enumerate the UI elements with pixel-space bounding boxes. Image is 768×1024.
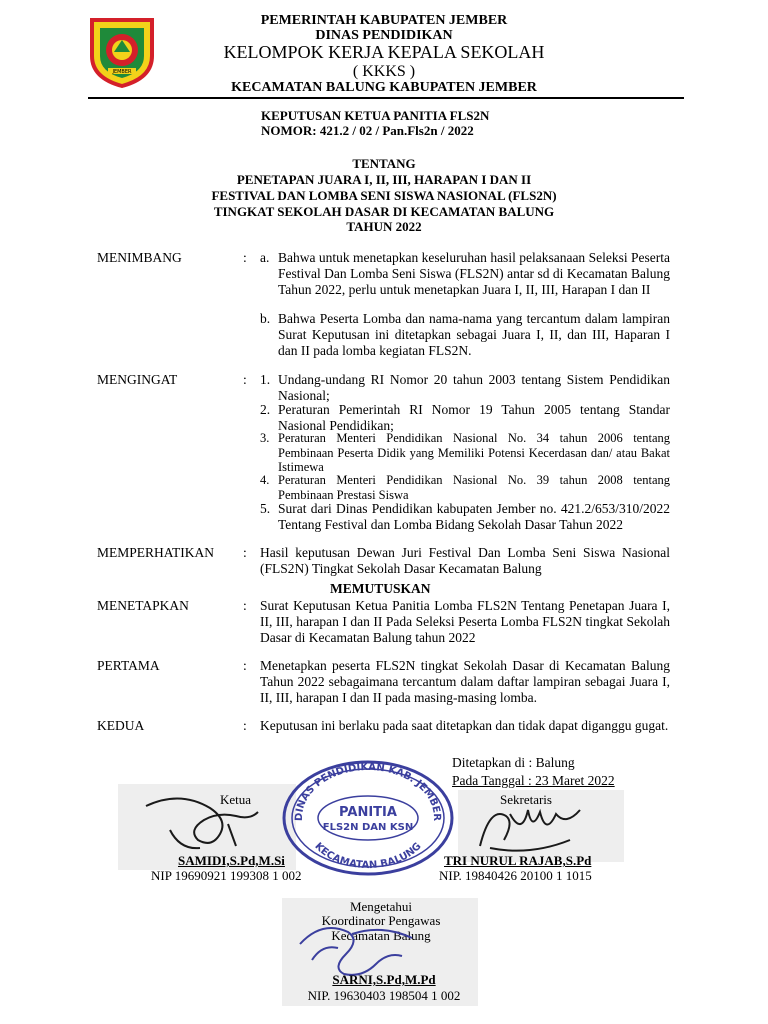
stamp-committee-text: PANITIA [339,805,397,820]
koordinator-nip: NIP. 19630403 198504 1 002 [307,988,461,1003]
menetapkan-label: MENETAPKAN [97,598,189,613]
sekretaris-signature [470,796,590,856]
memperhatikan-label: MEMPERHATIKAN [97,545,215,560]
kedua-colon: : [243,718,247,733]
decree-subject-3: TINGKAT SEKOLAH DASAR DI KECAMATAN BALUNG [213,204,555,219]
menimbang-item-text: Bahwa untuk menetapkan keseluruhan hasil pelaksanaan Seleksi Peserta Festival Dan Lomba Seni Siswa (FLS2N) antar sd di Kecamatan Balung Tahun 2022, perlu untuk menetapkan Juara I, II, III, Harapan I dan II [278,250,670,297]
ketua-nip: NIP 19690921 199308 1 002 [151,868,302,883]
mengetahui-label: Mengetahui [349,899,413,914]
committee-stamp [280,758,456,878]
issued-place: Ditetapkan di : Balung [452,755,575,770]
mengingat-item-number: 4. [260,473,270,487]
memperhatikan-text: Hasil keputusan Dewan Juri Festival Dan Lomba Seni Siswa Nasional (FLS2N) Tingkat Sekolah Dasar Kecamatan Balung [260,545,670,576]
pertama-label: PERTAMA [97,658,160,673]
decree-subject-4: TAHUN 2022 [346,219,422,234]
koordinator-name: SARNI,S.Pd,M.Pd [332,972,436,987]
memutuskan-heading: MEMUTUSKAN [330,581,431,596]
mengingat-colon: : [243,372,247,387]
menimbang-item-text: Bahwa Peserta Lomba dan nama-nama yang tercantum dalam lampiran Surat Keputusan ini ditetapkan sebagai Juara I, II, dan III, Haparan I dan II pada lomba kegiatan FLS2N. [278,311,670,358]
mengingat-item-1 [260,372,670,404]
koordinator-district: Kecamatan Balung [331,928,431,943]
stamp-top-text: DINAS PENDIDIKAN KAB. JEMBER [293,761,443,822]
decree-number: NOMOR: 421.2 / 02 / Pan.Fls2n / 2022 [261,123,474,138]
mengingat-item-5 [260,501,670,549]
menimbang-item-number: b. [260,311,271,326]
koordinator-title: Koordinator Pengawas [321,913,441,928]
header-abbreviation: ( KKKS ) [352,63,416,80]
stamp-bottom-text: KECAMATAN BALUNG [312,840,424,872]
mengingat-item-3 [260,431,670,475]
mengingat-item-text: Surat dari Dinas Pendidikan kabupaten Jember no. 421.2/653/310/2022 Tentang Festival dan Lomba Bidang Sekolah Dasar Tahun 2022 [278,501,670,532]
memperhatikan-colon: : [243,545,247,560]
sekretaris-name: TRI NURUL RAJAB,S.Pd [444,853,592,868]
issued-date: Pada Tanggal : 23 Maret 2022 [452,773,615,788]
logo-text: JEMBER [112,69,132,75]
ketua-name: SAMIDI,S.Pd,M.Si [178,853,285,868]
sekretaris-role: Sekretaris [500,792,552,807]
menimbang-item-b [260,311,670,359]
decree-about: TENTANG [352,156,416,171]
kedua-label: KEDUA [97,718,145,733]
mengingat-item-text: Peraturan Menteri Pendidikan Nasional No. 39 tahun 2008 tentang Pembinaan Prestasi Siswa [278,473,670,502]
mengingat-item-4 [260,473,670,503]
menimbang-label: MENIMBANG [97,250,182,265]
ketua-signature [140,790,270,856]
ketua-role: Ketua [220,792,252,807]
kedua-text: Keputusan ini berlaku pada saat ditetapkan dan tidak dapat diganggu gugat. [260,718,669,733]
mengingat-item-number: 5. [260,501,271,516]
menimbang-item-number: a. [260,250,270,265]
pertama-text: Menetapkan peserta FLS2N tingkat Sekolah Dasar di Kecamatan Balung Tahun 2022 sebagaimana tercantum dalam daftar lampiran sebagai Juara I, II, III, harapan I dan II pada masing-masing lomba. [260,658,670,705]
mengingat-item-number: 3. [260,431,270,445]
mengingat-item-text: Undang-undang RI Nomor 20 tahun 2003 tentang Sistem Pendidikan Nasional; [278,372,670,403]
mengingat-item-2 [260,402,670,434]
mengingat-label: MENGINGAT [97,372,178,387]
decree-subject-2: FESTIVAL DAN LOMBA SENI SISWA NASIONAL (FLS2N) [211,188,557,203]
sekretaris-nip: NIP. 19840426 20100 1 1015 [439,868,592,883]
menimbang-colon: : [243,250,247,265]
pertama-colon: : [243,658,247,673]
header-organization: KELOMPOK KERJA KEPALA SEKOLAH [223,42,545,62]
decree-title: KEPUTUSAN KETUA PANITIA FLS2N [261,108,490,123]
header-divider [88,97,684,99]
mengingat-item-text: Peraturan Menteri Pendidikan Nasional No. 34 tahun 2006 tentang Pembinaan Peserta Didik yang Memiliki Potensi Kecerdasan dan/ atau Bakat Istimewa [278,431,670,474]
menimbang-item-a [260,250,670,314]
header-district: KECAMATAN BALUNG KABUPATEN JEMBER [231,80,537,95]
header-department: DINAS PENDIDIKAN [315,28,453,43]
mengingat-item-text: Peraturan Pemerintah RI Nomor 19 Tahun 2005 tentang Standar Nasional Pendidikan; [278,402,670,433]
mengingat-item-number: 2. [260,402,271,417]
decree-subject-1: PENETAPAN JUARA I, II, III, HARAPAN I DAN II [236,172,532,187]
menetapkan-colon: : [243,598,247,613]
stamp-committee-subtext: FLS2N DAN KSN [322,822,414,833]
mengingat-item-number: 1. [260,372,271,387]
menetapkan-text: Surat Keputusan Ketua Panitia Lomba FLS2N Tentang Penetapan Juara I, II, III, harapan I dan II Pada Seleksi Peserta Lomba FLS2N tingkat Sekolah Dasar di Kecamatan Balung tahun 2022 [260,598,670,645]
header-government: PEMERINTAH KABUPATEN JEMBER [260,13,508,28]
